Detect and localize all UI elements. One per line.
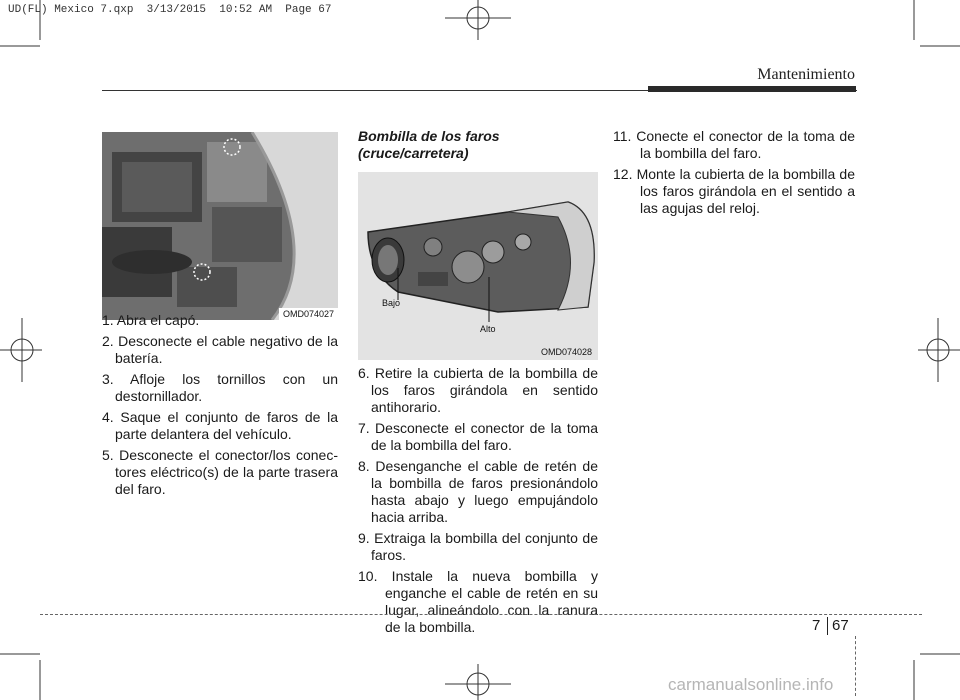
step-4: 4. Saque el conjunto de faros de la parte delantera del vehículo.	[102, 409, 338, 442]
headlamp-illustration	[358, 172, 598, 360]
header-rule-accent	[648, 86, 856, 92]
page-number: 67	[832, 617, 849, 634]
footer-rule	[40, 614, 922, 615]
step-10: 10. Instale la nueva bombilla y enganche el cable de retén en su lugar, alineándolo con la ranura de la bombilla.	[358, 568, 598, 635]
footer-vertical-rule	[855, 636, 856, 696]
step-7: 7. Desconecte el conector de la toma de la bombilla del faro.	[358, 420, 598, 453]
label-high-beam: Alto	[480, 324, 496, 334]
step-2: 2. Desconecte el cable negativo de la batería.	[102, 333, 338, 366]
chapter-number: 7	[812, 617, 821, 634]
subsection-heading	[358, 128, 598, 162]
step-1: 1. Abra el capó.	[102, 312, 200, 328]
section-title: Mantenimiento	[757, 66, 855, 83]
column-2	[358, 365, 598, 640]
steps-list-3	[613, 128, 855, 217]
figure-code: OMD074027	[279, 308, 338, 320]
step-3: 3. Afloje los tornillos con un destornillador.	[102, 371, 338, 404]
column-3	[613, 128, 855, 221]
label-low-beam: Bajo	[382, 298, 401, 308]
step-11: 11. Conecte el conector de la toma de la bombilla del faro.	[613, 128, 855, 161]
watermark: carmanualsonline.info	[668, 675, 834, 694]
subsection-heading-line1: Bombilla de los faros	[358, 128, 500, 144]
figure-code: OMD074028	[540, 347, 592, 357]
page-number-separator	[827, 617, 828, 635]
engine-bay-photo	[102, 132, 338, 320]
step-5: 5. Desconecte el conector/los conec-tores eléctrico(s) de la parte trasera del faro.	[102, 447, 338, 497]
step-12: 12. Monte la cubierta de la bombilla de los faros girándola en el sentido a las agujas del reloj.	[613, 166, 855, 216]
steps-list-1	[102, 312, 338, 498]
steps-list-2	[358, 365, 598, 636]
step-8: 8. Desenganche el cable de retén de la bombilla de faros presionándolo hasta abajo y luego empujándolo hacia arriba.	[358, 458, 598, 525]
column-1	[102, 312, 338, 502]
engine-bay-illustration	[102, 132, 338, 320]
subsection-heading-line2: (cruce/carretera)	[358, 145, 469, 161]
step-9: 9. Extraiga la bombilla del conjunto de faros.	[358, 530, 598, 563]
headlamp-figure	[358, 172, 598, 360]
print-slug: UD(FL) Mexico 7.qxp 3/13/2015 10:52 AM Page 67	[8, 4, 332, 16]
step-6: 6. Retire la cubierta de la bombilla de los faros girándola en sentido antihorario.	[358, 365, 598, 415]
